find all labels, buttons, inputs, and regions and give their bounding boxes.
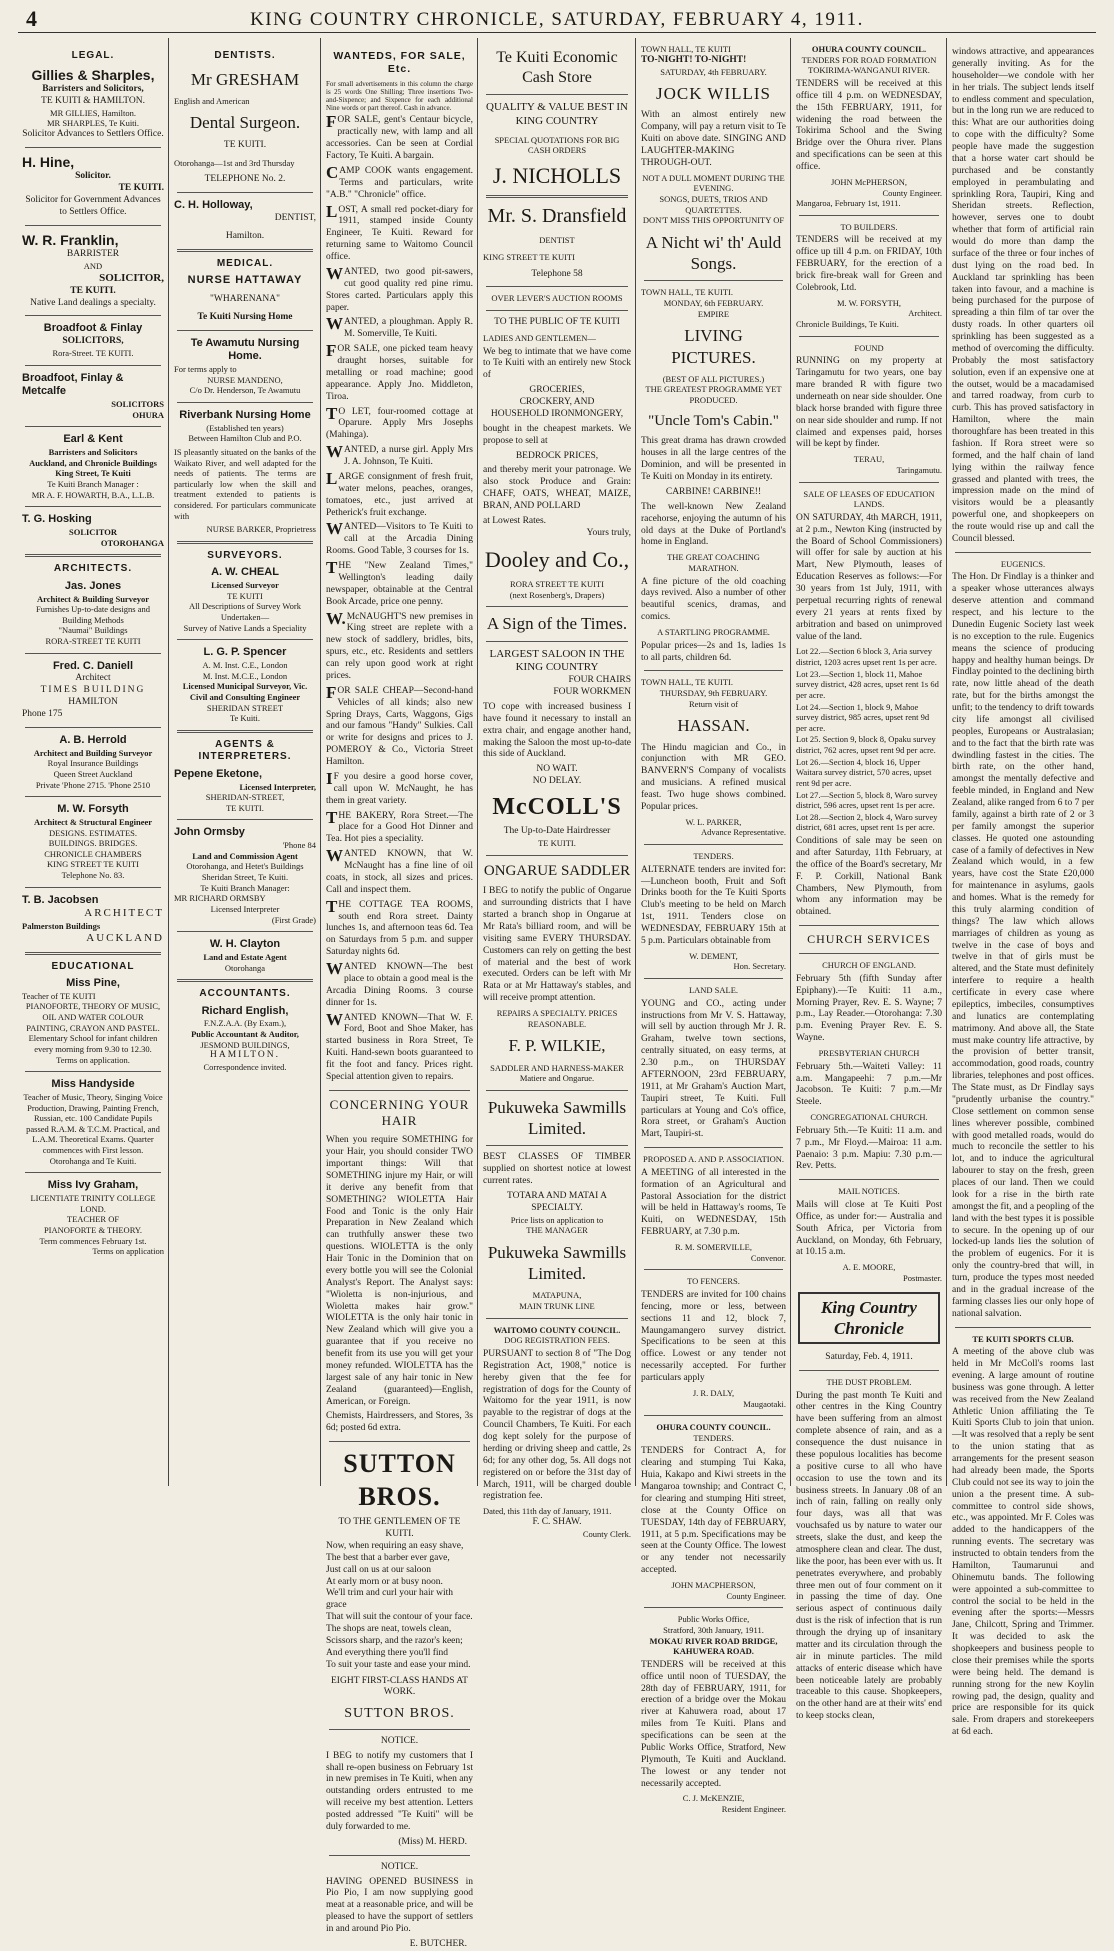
dooley-header: TO THE PUBLIC OF TE KUITI xyxy=(494,317,620,327)
sports-club-header: TE KUITI SPORTS CLUB. xyxy=(972,1333,1074,1344)
stock-item: GROCERIES, xyxy=(529,385,585,396)
sutton-verse xyxy=(326,1541,473,1672)
page-number: 4 xyxy=(26,6,37,31)
column-rule xyxy=(320,38,321,1486)
newspaper-title: KING COUNTRY CHRONICLE, SATURDAY, FEBRUARY 4, 1911. xyxy=(250,9,864,30)
section-header-educational: EDUCATIONAL xyxy=(51,960,135,972)
wanted-ad: TO LET, four-roomed cottage at Oparure. Apply Mrs Josephs (Mahinga). xyxy=(326,403,473,441)
notice-herd-body: I BEG to notify my customers that I shall re-open business on February 1st in new premises in Te Kuiti, when any outstanding orders entrusted to me will receive my best attention. Letters posted addressed "Te Kuiti" will be duly forwarded to me. xyxy=(326,1750,473,1832)
wanted-ad: THE BAKERY, Rora Street.—The place for a Good Hot Dinner and Tea. Hot pies a speciality. xyxy=(326,807,473,845)
ad-awamutu-nursing: Te Awamutu Nursing Home. For terms apply to NURSE MANDENO, C/o Dr. Henderson, Te Awamutu xyxy=(174,336,301,396)
notice-header: NOTICE. xyxy=(380,1735,419,1746)
sutton-sub: TO THE GENTLEMEN OF TE KUITI. xyxy=(338,1517,461,1540)
wilkie-name: F. P. WILKIE, xyxy=(508,1036,606,1056)
ad-broadfoot-finlay-metcalfe: Broadfoot, Finlay & Metcalfe SOLICITORS OHURA xyxy=(22,371,164,420)
ad-spencer: L. G. P. Spencer A. M. Inst. C.E., London M. Inst. M.C.E., London Licensed Municipal Surveyor, Vic. Civil and Consulting Engineer SHERIDAN STREET Te Kuiti. xyxy=(182,646,308,724)
wanted-ad: WANTED KNOWN—The best place to obtain a good meal is the Arcadia Dining Rooms. 3 course dinner for 1s. xyxy=(326,959,473,1008)
ad-gresham: Mr GRESHAM English and American Dental Surgeon. TE KUITI. Otorohanga—1st and 3rd Thursday TELEPHONE No. 2. xyxy=(174,69,301,185)
wanted-ad: FOR SALE CHEAP—Second-hand Vehicles of all kinds; also new Spring Drays, Carts, Waggons, Gigs and our famous "Handy" Sulkies. Call or write for designs and prices to J. POMEROY & Co., Victoria Street Hamilton. xyxy=(326,682,473,768)
sutton-bros-title: SUTTON BROS. xyxy=(343,1449,456,1511)
sutton-sig: SUTTON BROS. xyxy=(344,1706,455,1722)
ad-ormsby: John Ormsby 'Phone 84 Land and Commission Agent Otorohanga, and Hetet's Buildings Sheridan Street, Te Kuiti. Te Kuiti Branch Manager: MR RICHARD ORMSBY Licensed Interpreter (First Grade) xyxy=(174,826,316,925)
section-header-surveyors: SURVEYORS. xyxy=(207,549,283,561)
ad-miss-handyside: Miss Handyside Teacher of Music, Theory, Singing Voice Production, Drawing, Painting French, Russian, etc. 100 Candidate Pupils passed R.A.M. & T.C.M. Practical, and L.A.M. Theoretical Exams. Quarter commences with First lesson. Otorohanga and Te Kuiti. xyxy=(23,1078,163,1166)
dransfield-name: Mr. S. Dransfield xyxy=(487,205,627,228)
ad-riverbank-nursing: Riverbank Nursing Home (Established ten years) Between Hamilton Club and P.O. IS pleasantly situated on the banks of the Waikato River, and well adapted for the needs of patients. The terms are particularly low when the skill and treatment extended to patients is considered. For particulars communicate with NURSE BARKER, Proprietress xyxy=(174,408,316,535)
notice-butcher-sig: E. BUTCHER. xyxy=(409,1938,467,1949)
ad-nurse-hattaway: NURSE HATTAWAY "WHARENANA" Te Kuiti Nursing Home xyxy=(187,274,303,322)
hair-body: When you require SOMETHING for your Hair, you should consider TWO important things: Will that SOMETHING injure my Hair, or will it derive any benefit from that SOMETHING? WIOLETTA Hair Food and Tonic is the only Hair Preparation in New Zealand which can truthfully answer these two questions. WIOLETTA is the only Hair Tonic in the Dominion that on every bottle you will see the Colonial Analyst's Report. The Analyst says: "Wioletta is non-injurious, and Wioletta makes hair grow." WIOLETTA is the only hair tonic in New Zealand which will give you a guarantee that if you receive no benefit from its use you will get your money refunded. WIOLETTA has the largest sale of any hair tonic in New Zealand (guaranteed)—English, American, or Foreign. xyxy=(326,1135,473,1407)
ad-jones: Jas. Jones Architect & Building Surveyor Furnishes Up-to-date designs and Building Methods "Naumai" Buildings RORA-STREET TE KUITI xyxy=(35,579,151,646)
editorial-masthead: King Country Chronicle xyxy=(798,1292,940,1345)
wanted-ads-list xyxy=(326,112,473,1083)
eugenics-body: The Hon. Dr Findlay is a thinker and a speaker whose utterances always deserve attention and command respect, and his lecture to the Dunedin Eugenic Society last week is no exception to the rule. Eugenics means the science of producing happy and healthy human beings. Dr Findlay pointed to the declining birth rate, now little ahead of the death rate, but for the births amongst the unfit; to the tendency to drift towards city life amongst all civilised peoples, Europeans or Australasian; and to the fact that the birth rate was dwindling fastest in the cities. The birth rate, on the other hand, amongst the mentally defective and feeble minded, in England and New Zealand, alike ranged from 6 to 7 per family, against a birth rate of 2 or 3 per family amongst the superior classes. He quoted one astounding case of a family of defectives in New Zealand which would, in a few years, have cost the State £20,000 for maintenance in asylums, gaols and homes. What is the remedy for this truly alarming condition of things? The law which allows marriages of children as young as twelve in the case of boys and twelve in that of girls must be altered, and the State must definitely interfere to require a health certificate in every case where epileptics, imbeciles, consumptives and lunatics are contemplating matrimony. And above all, the State must make country life attractive, by the provision of better transit, accommodation, good roads, country libraries, telephones and post offices. The State must, as Dr Findlay says "prudently urbanise the country." Close settlement on common sense lines wherever possible, combined with good metalled roads, would do much to reconcile the settler to his lot, and to induce the agricultural labourer to stay on the fresh, green places of our land. Then we could look for a rise in the birth rate amongst the fit, and a peopling of the land with the best types it is possible to secure. In the opening up of our locked-up lands lies the solution of the problem of eugenics. For it is only the country-bred that will, in turn, produce the types most needed and in the gradual increase of the farming classes lies our only hope of national salvation. xyxy=(952,572,1094,1319)
ad-daniell: Fred. C. Daniell Architect TIMES BUILDING HAMILTON Phone 175 xyxy=(22,659,146,719)
ad-clayton: W. H. Clayton Land and Estate Agent Otorohanga xyxy=(203,938,287,973)
column-rule xyxy=(168,38,169,1486)
verse-line: The shops are neat, towels clean, xyxy=(326,1624,452,1635)
pukuweka-title: Pukuweka Sawmills Limited. xyxy=(487,1097,627,1138)
wanted-ad: WANTED, a nurse girl. Apply Mrs J. A. Johnson, Te Kuiti. xyxy=(326,442,473,468)
ad-hine: H. Hine, Solicitor. TE KUITI. Solicitor for Government Advances to Settlers Office. xyxy=(22,153,164,217)
ad-gillies-sharples: Gillies & Sharples, Barristers and Solicitors, TE KUITI & HAMILTON. MR GILLIES, Hamilton. MR SHARPLES, Te Kuiti. Solicitor Advances to Settlers Office. xyxy=(22,66,164,139)
ad-cheal: A. W. CHEAL Licensed Surveyor TE KUITI All Descriptions of Survey Work Undertaken— Survey of Native Lands a Speciality xyxy=(183,566,307,633)
editorial-headline: THE DUST PROBLEM. xyxy=(826,1376,912,1387)
stock-item: HOUSEHOLD IRONMONGERY, xyxy=(490,408,624,419)
section-header-architects: ARCHITECTS. xyxy=(53,563,133,575)
ad-earl-kent: Earl & Kent Barristers and Solicitors Auckland, and Chronicle Buildings King Street, Te Kuiti Te Kuiti Branch Manager : MR A. F. HOWARTH, B.A., L.L.B. xyxy=(29,433,157,500)
hassan-title: HASSAN. xyxy=(677,716,750,736)
ad-hosking: T. G. Hosking SOLICITOR OTOROHANGA xyxy=(22,513,164,548)
section-header-wanteds: WANTEDS, FOR SALE, Etc. xyxy=(333,50,466,76)
verse-line: The best that a barber ever gave, xyxy=(326,1552,450,1563)
column-editorial-cont xyxy=(948,38,1098,1738)
ongarue-saddler-title: ONGARUE SADDLER xyxy=(483,862,631,879)
lease-lot: Lot 24.—Section 1, block 9, Mahoe survey district, 985 acres, upset rent 9d per acre. xyxy=(796,701,930,733)
notice-header: NOTICE. xyxy=(380,1861,419,1872)
lease-lot: Lot 22.—Section 6 block 3, Aria survey district, 1203 acres upset rent 1s per acre. xyxy=(796,646,937,667)
hair-header: CONCERNING YOUR HAIR xyxy=(329,1096,470,1129)
wanted-ad: FOR SALE, gent's Centaur bicycle, practically new, with lamp and all accessories. Can be seen at Cordial Factory, Te Kuiti. A bargain. xyxy=(326,112,473,162)
wanted-ad: WANTED KNOWN—That W. F. Ford, Boot and Shoe Maker, has started business in Rora Street, Te Kuiti. Hand-sewn boots guaranteed to fit the foot and fancy. Prices right. Special attention given to repairs. xyxy=(326,1009,473,1082)
section-header-accountants: ACCOUNTANTS. xyxy=(199,988,291,1000)
wanted-ad: W.McNAUGHT'S new premises in King street are replete with a new stock of saddlery, bridles, bits, spurs, etc., etc. Residents and settlers can rely upon good work at right prices. xyxy=(326,608,473,681)
section-header-agents: AGENTS & INTERPRETERS. xyxy=(198,738,292,763)
verse-line: At early morn or at busy noon. xyxy=(326,1576,443,1587)
editorial-date: Saturday, Feb. 4, 1911. xyxy=(825,1352,913,1362)
column-rule xyxy=(790,38,791,1486)
church-services-header: CHURCH SERVICES xyxy=(807,932,931,947)
wanted-ad: CAMP COOK wants engagement. Terms and particulars, write "A.B." "Chronicle" office. xyxy=(326,162,473,200)
ad-english: Richard English, F.N.Z.A.A. (By Exam.), Public Accountant & Auditor, JESMOND BUILDINGS, HAMILTON. Correspondence invited. xyxy=(191,1004,299,1073)
verse-line: Just call on us at our saloon xyxy=(326,1564,432,1575)
column-notices-editorial: OHURA COUNTY COUNCIL. TENDERS FOR ROAD FORMATION TOKIRIMA-WANGANUI RIVER. TENDERS will be received at this office till 4 p.m. on WEDNESDAY, the 15th FEBRUARY, 1911, for widening the road between the Tokirima School and the Swing Bridge over the Ohura river. Plans and specifications can be seen at this office. JOHN McPHERSON, County Engineer. Mangaroa, February 1st, 1911. TO BUILDERS. TENDERS will be received at my office up till 4 p.m. on FRIDAY, 10th FEBRUARY, for the erection of a brick fire-break wall for Green and Colebrook, Ltd. M. W. FORSYTH, Architect. Chronicle Buildings, Te Kuiti. FOUND RUNNING on my property at Taringamutu for two years, one bay mare branded R with figure two underneath on near side shoulder. One black horse branded with figure three on near side shoulder and rump. If not claimed and expenses paid, horses will be kept by finder. TERAU, Taringamutu. SALE OF LEASES OF EDUCATION LANDS. ON SATURDAY, 4th MARCH, 1911, at 2 p.m., Newton King (instructed by the Board of School Commissioners) will offer for sale by auction at his Mart, New Plymouth, leases of Education Reserves as follows:—For 30 years from 1st July, 1911, with perpetual recurring rights of renewal every 21 years at rents fixed by arbitration and based on unimproved value of the land. Lot 22.—Section 6 block 3, Aria survey district, 1203 acres upset rent 1s per acre. Lot 23.—Section 1, block 11, Mahoe survey district, 428 acres, upset rent 1s 6d per acre. Lot 24.—Section 1, block 9, Mahoe survey district, 985 acres, upset rent 9d per acre. Lot 25. Section 9, block 8, Opaku survey district, 762 acres, upset rent 9d per acre. Lot 26.—Section 4, block 16, Upper Waitara survey district, 570 acres, upset rent 9d per acre. Lot 27.—Section 5, block 8, Waro survey district, 596 acres, upset rent 1s per acre. Lot 28.—Section 2, block 4, Waro survey district, 681 acres, upset rent 1s per acre. Conditions of sale may be seen on and after Saturday, 11th February, at the office of the Board's secretary, Mr F. P. Corkill, National Bank Chambers, New Plymouth, from whom any information may be obtained. CHURCH SERVICES CHURCH OF ENGLAND. February 5th (fifth Sunday after Epiphany).—Te Kuiti: 11 a.m., Morning Prayer, Rev. E. S. Wayne; 7 p.m., Lay Reader.—Otorohanga: 7.30 p.m. Evening Prayer Rev. E. S. Wayne. PRESBYTERIAN CHURCH February 5th.—Waiteti Valley: 11 a.m. Mangapeehi: 7 p.m.—Mr Jacobson. Te Kuiti: 7 p.m.—Mr Steele. CONGREGATIONAL CHURCH. February 5th.—Te Kuiti: 11 a.m. and 7 p.m., Mr Floyd.—Mairoa: 11 a.m. Paenaio: 3 p.m. Mapiu: 7.30 p.m.—Rev. Petts. MAIL NOTICES. Mails will close at Te Kuiti Post Office, as under for:— Australia and South Africa, per Victoria from Auckland, on Monday, 6th February, at 10.15 a.m. A. E. MOORE, Postmaster. King Country Chronicle Saturday, Feb. 4, 1911. THE DUST PROBLEM. During the past month Te Kuiti and other centres in the King Country have been suffering from an almost complete absence of rain, and as a consequence the dust nuisance in these populous localities has become a positive curse to all who have occasion to use the town and its business streets. In January .08 of an inch of rain, falling on really only four days, was all that was vouchsafed us by nature to water our streets, slake the dust, and keep the atmosphere clean and clear. The dust, like the poor, has been ever with us. It penetrates everywhere, and probably three men out of four comment on it in passing the time of day. One serious aspect of continuous daily dust is the risk of infection that is run through the drying up of insanitary matter and its circulation through the air in minute particles. The mild attacks of enteric disease which have been noticeable lately are probably traceable to this cause. Shopkeepers, on the other hand are at their wits' end to keep stocks clean, xyxy=(796,44,942,1722)
ad-eketone: Pepene Eketone, Licensed Interpreter, SHERIDAN-STREET, TE KUITI. xyxy=(174,767,316,813)
verse-line: Now, when requiring an easy shave, xyxy=(326,1540,464,1551)
wanted-ad: WANTED, two good pit-sawers, cut good quality red pine rimu. Stores carted. Particulars apply this paper. xyxy=(326,263,473,313)
ad-franklin: W. R. Franklin, BARRISTER AND SOLICITOR, TE KUITI. Native Land dealings a specialty. xyxy=(22,231,164,308)
hair-footer: Chemists, Hairdressers, and Stores, 3s 6d; posted 6d extra. xyxy=(326,1411,473,1434)
section-header-legal: LEGAL. xyxy=(71,50,115,61)
lease-lot: Lot 27.—Section 5, block 8, Waro survey district, 596 acres, upset rent 1s per acre. xyxy=(796,789,938,811)
waitomo-council-header: WAITOMO COUNTY COUNCIL. xyxy=(493,1324,621,1335)
verse-line: That will suit the contour of your face. xyxy=(326,1612,473,1623)
jock-willis-title: JOCK WILLIS xyxy=(655,84,772,104)
nicholls-name: J. NICHOLLS xyxy=(492,162,622,188)
column-professional xyxy=(170,38,320,1484)
living-pictures-title: LIVING PICTURES. xyxy=(671,326,756,367)
verse-line: And everything there you'll find xyxy=(326,1647,449,1658)
ad-forsyth: M. W. Forsyth Architect & Structural Engineer DESIGNS. ESTIMATES. BUILDINGS. BRIDGES. CHRONICLE CHAMBERS KING STREET TE KUITI Telephone No. 83. xyxy=(33,803,153,880)
lease-lot: Lot 28.—Section 2, block 4, Waro survey district, 681 acres, upset rent 1s per acre. xyxy=(796,811,938,833)
verse-line: Scissors sharp, and the razor's keen; xyxy=(326,1635,463,1646)
column-legal-architects xyxy=(18,38,168,1484)
column-entertainment-tenders: TOWN HALL, TE KUITI TO-NIGHT! TO-NIGHT! SATURDAY, 4th FEBRUARY. JOCK WILLIS With an almost entirely new Company, will pay a return visit to Te Kuiti on above date. SINGING AND LAUGHTER-MAKING THROUGH-OUT. NOT A DULL MOMENT DURING THE EVENING. SONGS, DUETS, TRIOS AND QUARTETTES. DON'T MISS THIS OPPORTUNITY OF A Nicht wi' th' Auld Songs. TOWN HALL, TE KUITI. MONDAY, 6th FEBRUARY. EMPIRE LIVING PICTURES. (BEST OF ALL PICTURES.) THE GREATEST PROGRAMME YET PRODUCED. "Uncle Tom's Cabin." This great drama has drawn crowded houses in all the large centres of the Dominion, and will be presented in Te Kuiti on Monday in its entirety. CARBINE! CARBINE!! The well-known New Zealand racehorse, enjoying the autumn of his old days at the Duke of Portland's home in England. THE GREAT COACHING MARATHON. A fine picture of the old coaching days revived. Also a number of other beautiful scenics, dramas, and comics. A STARTLING PROGRAMME. Popular prices—2s and 1s, ladies 1s to all parts, children 6d. TOWN HALL, TE KUITI. THURSDAY, 9th FEBRUARY. Return visit of HASSAN. The Hindu magician and Co., in conjunction with MR GEO. BANVERN'S Company of vocalists and musicians. A refined musical feast. Two huge shows combined. Popular prices. W. L. PARKER, Advance Representative. TENDERS. ALTERNATE tenders are invited for:—Luncheon booth, Fruit and Soft Drinks booth for the Te Kuiti Sports Club's meeting to be held on March 1st, 1911. Tenders close on WEDNESDAY, FEBRUARY 15th at 5 p.m. Particulars obtainable from W. DEMENT, Hon. Secretary. LAND SALE. YOUNG and CO., acting under instructions from Mr V. S. Hattaway, will sell by auction through Mr J. R. Graham, twelve town sections, centrally situated, on easy terms, at 2.30 p.m., on THURSDAY AFTERNOON, 23rd FEBRUARY, 1911, at Mr Graham's Auction Mart, Taupiri street, Te Kuiti. Full particulars at Young and Co's office, Rora street, or Graham's Auction Mart, Taupiri-st. PROPOSED A. AND P. ASSOCIATION. A MEETING of all interested in the formation of an Agricultural and Pastoral Association for the district will be held in Hattaway's rooms, Te Kuiti, on WEDNESDAY, 15th FEBRUARY, at 7.30 p.m. R. M. SOMERVILLE, Convenor. TO FENCERS. TENDERS are invited for 100 chains fencing, more or less, between sections 11 and 12, block 7, Maungamangero survey district. Specifications to be seen at this office. Lowest or any tender not necessarily accepted. For further particulars apply J. R. DALY, Maugaotaki. OHURA COUNTY COUNCIL. TENDERS. TENDERS for Contract A, for clearing and stumping Tui Kaka, Huia, Kakapo and Kiwi streets in the Mangaroa township; and Contract C, for clearing and stumping Hiti street, close at the County Office on TUESDAY, 14th day of FEBRUARY, 1911, at 5 p.m. Specifications may be seen at the County Office. The lowest or any tender not necessarily accepted. JOHN MACPHERSON, County Engineer. Public Works Office, Stratford, 30th January, 1911. MOKAU RIVER ROAD BRIDGE, KAHUWERA ROAD. TENDERS will be received at this office until noon of TUESDAY, the 28th day of FEBRUARY, 1911, for erection of a bridge over the Mokau river at Kahuwera road, about 17 miles from Te Kuiti. Plans and specifications can be seen at the Public Works Office, Stratford, New Plymouth, Te Kuiti and Auckland. The lowest or any tender not necessarily accepted. C. J. McKENZIE, Resident Engineer. xyxy=(641,44,786,1814)
sports-club-body: A meeting of the above club was held in Mr McColl's rooms last evening. A large amount of routine business was gone through. A letter was received from the New Zealand Athletic Union affiliating the Te Kuiti Sports Club to join that union.—It was resolved that a reply be sent to the union stating that as arrangements for the present season had already been made, the Sports Club could not see its way to join the union a the present time. A sub-committee to control side shows, etc., was appointed. Mr F. Coles was added to the handicappers of the running events. The secretary was instructed to obtain tenders from the Hamilton, Taumarunui and Ohinemutu bands. The following were appointed a sub-committee to control the social to be held in the evening after the sports:—Messrs Jane, Chilcott, Spring and Trimmer. It was decided to ask the shopkeepers and business people to close their premises while the sports were being held. The demand is running strong for the new Koylin rowing pad, the design, quality and price are responsible for its quick sale. From drapers and storekeepers at 6d each. xyxy=(952,1347,1094,1738)
column-trade: Te Kuiti Economic Cash Store QUALITY & VALUE BEST IN KING COUNTRY SPECIAL QUOTATIONS FOR BIG CASH ORDERS J. NICHOLLS Mr. S. Dransfield DENTIST KING STREET TE KUITI Telephone 58 OVER LEVER'S AUCTION ROOMS TO THE PUBLIC OF TE KUITI LADIES AND GENTLEMEN— We beg to intimate that we have come to Te Kuiti with an entirely new Stock of GROCERIES, CROCKERY, AND HOUSEHOLD IRONMONGERY, bought in the cheapest markets. We propose to sell at BEDROCK PRICES, and thereby merit your patronage. We also stock Produce and Grain: CHAFF, OATS, WHEAT, MAIZE, BRAN, AND POLLARD at Lowest Rates. Yours truly, Dooley and Co., RORA STREET TE KUITI (next Rosenberg's, Drapers) A Sign of the Times. LARGEST SALOON IN THE KING COUNTRY FOUR CHAIRS FOUR WORKMEN TO cope with increased business I have found it necessary to install an extra chair, and engage another hand, making the Saloon the most up-to-date this side of Auckland. NO WAIT. NO DELAY. McCOLL'S The Up-to-Date Hairdresser TE KUITI. ONGARUE SADDLER I BEG to notify the public of Ongarue and surrounding districts that I have started a branch shop in Ongarue at Mr Rata's billiard room, and will be visiting same EVERY THURSDAY. Customers can rely on getting the best of material and the best of work executed. Orders can be left with Mr Rata or at Mr Hattaway's stables, and will receive prompt attention. REPAIRS A SPECIALTY. PRICES REASONABLE. F. P. WILKIE, SADDLER AND HARNESS-MAKER Matiere and Ongarue. Pukuweka Sawmills Limited. BEST CLASSES OF TIMBER supplied on shortest notice at lowest current rates. TOTARA AND MATAI A SPECIALTY. Price lists on application to THE MANAGER Pukuweka Sawmills Limited. MATAPUNA, MAIN TRUNK LINE WAITOMO COUNTY COUNCIL. DOG REGISTRATION FEES. PURSUANT to section 8 of "The Dog Registration Act, 1908," notice is hereby given that the fee for registration of dogs for the County of Waitomo for the year 1911, is now payable to the registrar of dogs at the Council Chambers, Te Kuiti. For each dog kept solely for the purpose of herding or driving sheep and cattle, 2s 6d; for any other dog, 5s. All dogs not registered on or before the 31st day of March, 1911, will be charged double registration fee. Dated, this 11th day of January, 1911. F. C. SHAW. County Clerk. xyxy=(483,49,631,1539)
lease-lot: Lot 23.—Section 1, block 11, Mahoe survey district, 428 acres, upset rent 1s 6d per acre. xyxy=(796,668,939,700)
ad-miss-pine: Miss Pine, Teacher of TE KUITI PIANOFORTE, THEORY OF MUSIC, OIL AND WATER COLOUR PAINTING, CRAYON AND PASTEL. Elementary School for infant children every morning from 9.30 to 12.30. Terms on application. xyxy=(22,977,161,1065)
editorial-continued: windows attractive, and appearances generally inviting. As for the householder—we condole with her in her trials. The subject lends itself to endless comment and speculation, but in the long run we are reduced to this: What are our authorities doing to cope with the difficulty? Some people have made the suggestion that a horse water cart should be purchased and be constantly employed in perambulating and sprinkling Rora, Taupiri, King and Sheridan streets. Reflection, however, serves one to doubt whether that form of artificial rain would do more than damp the surface of the three or four inches of dust lying on the road bed. In Auckland tar sprinkling has been taken into favour, and a machine is being purchased for the purpose of spreading a thin film of tar over the dusty roads. In other quarters oil sprinkling has been suggested as a method of overcoming the difficulty. Probably the most satisfactory solution, even if an expensive one at the outset, would be a macadamised and tarred roadway, from curb to curb. This has proved satisfactory in Hamilton, where the main thoroughfare has been treated in this fashion. If Rora street were so formed, and the half chain of land lying within the railway fence grassed and planted with trees, the impression made on the mind of visitors would be a pleasantly powerful one, and shopkeepers on the route would rise up and call the Council blessed. xyxy=(952,47,1094,544)
lease-lots-list xyxy=(796,646,942,833)
masthead xyxy=(0,0,1114,40)
verse-line: We'll trim and curl your hair with grace xyxy=(326,1588,454,1611)
sutton-hands: EIGHT FIRST-CLASS HANDS AT WORK. xyxy=(331,1675,468,1698)
verse-line: To suit your taste and ease your mind. xyxy=(326,1659,471,1670)
section-header-dentists: DENTISTS. xyxy=(214,50,276,61)
editorial-body: During the past month Te Kuiti and other centres in the King Country have been suffering from an almost complete absence of rain, and as a consequence the dust nuisance in these populous localities has become a positive curse to all who have occasion to use the town and its business streets. In January .08 of an inch of rain, falling on really only four days, was all that was vouchsafed us by nature to water our streets, slake the dust, and keep the atmosphere clean and clear. The dust, like the poor, has been ever with us. It penetrates everywhere, and probably three men out of four comment on it in passing the time of day. One serious aspect of continuous daily dust is the risk of infection that is run through the drying up of insanitary matter and its circulation through the air in minute particles. The mild attacks of enteric disease which have been noticeable lately are probably traceable to this cause. Shopkeepers, on the other hand are at their wits' end to keep stocks clean, xyxy=(796,1390,942,1722)
sign-of-times-title: A Sign of the Times. xyxy=(486,614,628,634)
eugenics-header: EUGENICS. xyxy=(1000,558,1046,569)
wanted-ad: THE COTTAGE TEA ROOMS, south end Rora street. Dainty lunches 1s, and afternoon teas 6d. Tea on Saturdays from 5 p.m. and supper Saturday nights 6d. xyxy=(326,896,473,958)
column-rule xyxy=(946,38,947,1486)
wanted-ad: LOST, A small red pocket-diary for 1911, stamped inside County Engineer, Te Kuiti. Reward for returning same to Waitomo Council office. xyxy=(326,201,473,263)
wanted-ad: FOR SALE, one picked team heavy draught horses, suitable for metalling or road machine; good appearance. Apply Jno. Middleton, Tiroa. xyxy=(326,341,473,402)
ad-broadfoot-finlay: Broadfoot & Finlay SOLICITORS, Rora-Street. TE KUITI. xyxy=(43,322,143,358)
lease-lot: Lot 25. Section 9, block 8, Opaku survey district, 762 acres, upset rent 9d per acre. xyxy=(796,734,936,755)
wanted-ad: WANTED KNOWN, that W. McNaught has a fine line of oil coats, in stock, all sizes and prices. Call and inspect them. xyxy=(326,846,473,895)
masthead-rule xyxy=(18,32,1096,33)
wanteds-terms: For small advertisements in this column the charge is 25 words One Shilling; Three insertions Two-and-Sixpence; and Sixpence for each additional Nine words or part thereof. Cash in advance. xyxy=(326,80,473,113)
column-rule xyxy=(635,38,636,1486)
ad-jacobsen: T. B. Jacobsen ARCHITECT Palmerston Buildings AUCKLAND xyxy=(22,893,164,944)
ad-herrold: A. B. Herrold Architect and Building Surveyor Royal Insurance Buildings Queen Street Auckland Private 'Phone 2715. 'Phone 2510 xyxy=(33,733,153,790)
wanted-ad: IF you desire a good horse cover, call upon W. McNaught, he has them in great variety. xyxy=(326,768,473,806)
notice-herd-sig: (Miss) M. HERD. xyxy=(398,1836,467,1847)
dooley-name: Dooley and Co., xyxy=(484,546,630,572)
column-rule xyxy=(477,38,478,1486)
ad-holloway: C. H. Holloway, DENTIST, Hamilton. xyxy=(174,199,316,241)
wanted-ad: THE "New Zealand Times," Wellington's leading daily newspaper, obtainable at the Central Book Arcade, price one penny. xyxy=(326,558,473,607)
cash-store-title: Te Kuiti Economic Cash Store xyxy=(496,49,618,86)
section-header-medical: MEDICAL. xyxy=(216,257,274,269)
lease-lot: Lot 26.—Section 4, block 16, Upper Waitara survey district, 570 acres, upset rent 9d per acre. xyxy=(796,756,932,788)
wanted-ad: WANTED, a ploughman. Apply R. M. Somerville, Te Kuiti. xyxy=(326,314,473,340)
wanted-ad: WANTED—Visitors to Te Kuiti to call at the Arcadia Dining Rooms. Good Table, 3 courses for 1s. xyxy=(326,519,473,557)
wanted-ad: LARGE consignment of fresh fruit, water melons, peaches, oranges, tomatoes, etc., just arrived at Petherick's fruit exchange. xyxy=(326,468,473,518)
stock-item: CROCKERY, AND xyxy=(519,397,595,407)
mccoll-name: McCOLL'S xyxy=(492,794,622,820)
notice-butcher-body: HAVING OPENED BUSINESS in Pio Pio, I am now supplying good meat at a reasonable price, and will be pleased to have the support of settlers in and around Pio Pio. xyxy=(326,1876,473,1935)
ad-miss-graham: Miss Ivy Graham, LICENTIATE TRINITY COLLEGE LOND. TEACHER OF PIANOFORTE & THEORY. Term commences February 1st. Terms on application xyxy=(30,1179,164,1257)
column-wanteds xyxy=(322,38,477,1949)
